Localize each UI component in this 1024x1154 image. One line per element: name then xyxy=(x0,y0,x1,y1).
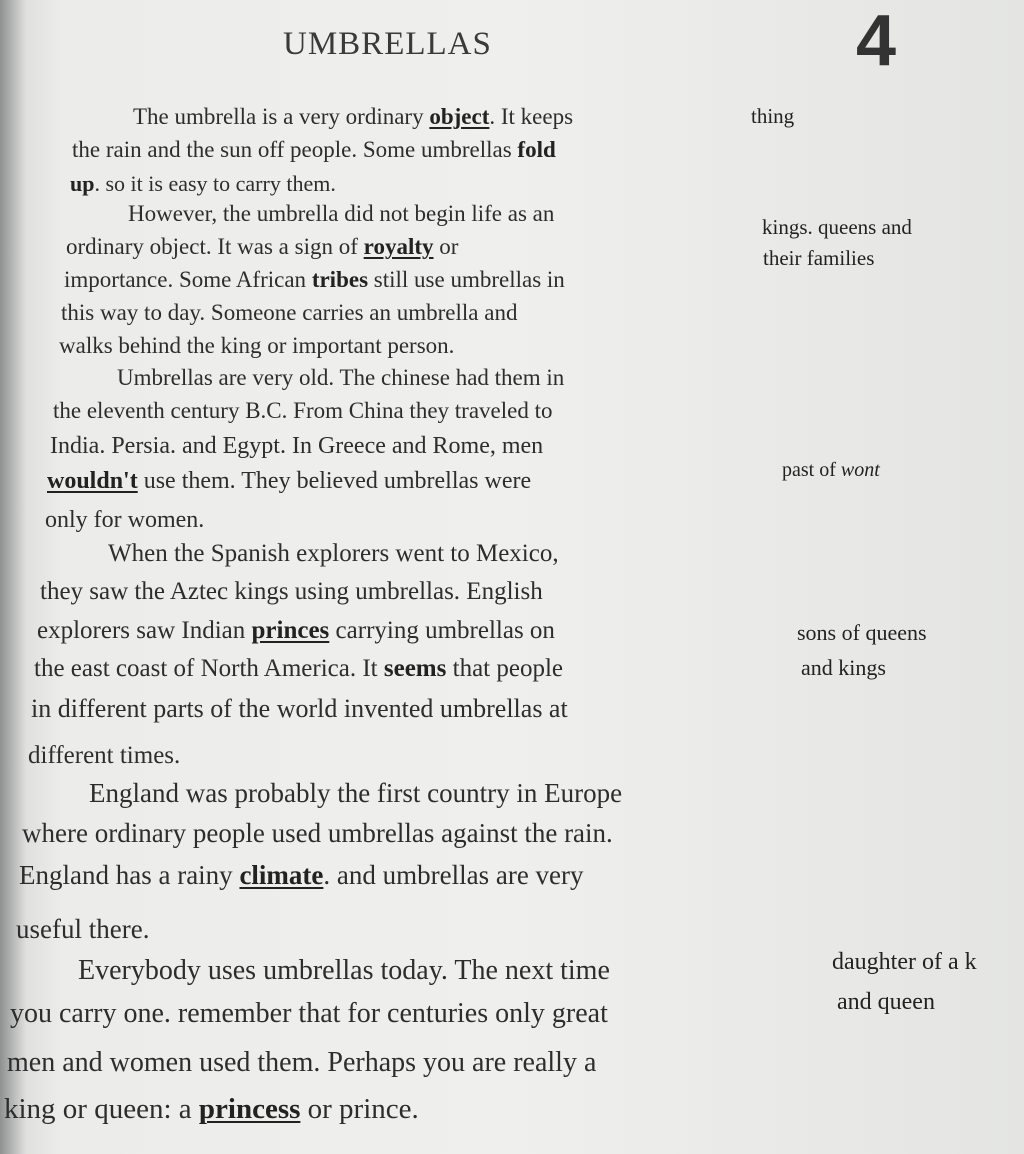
text-line: the eleventh century B.C. From China they traveled to xyxy=(53,398,553,423)
vocab-word-princess: princess xyxy=(198,1093,301,1125)
vocab-word-object: object xyxy=(429,104,490,129)
vocab-word-fold: fold xyxy=(517,137,556,162)
text-line: in different parts of the world invented umbrellas at xyxy=(31,694,568,723)
text-line: useful there. xyxy=(16,914,150,944)
text-line: the rain and the sun off people. Some umbrellas fold xyxy=(72,137,556,162)
vocab-word-tribes: tribes xyxy=(311,267,369,292)
text-line: wouldn't use them. They believed umbrellas were xyxy=(47,468,532,494)
page-binding-edge xyxy=(0,0,26,1154)
text-line: However, the umbrella did not begin life as an xyxy=(128,201,555,226)
text-line: you carry one. remember that for centuries only great xyxy=(10,998,608,1029)
text-line: king or queen: a princess or prince. xyxy=(4,1093,419,1125)
text-line: India. Persia. and Egypt. In Greece and Rome, men xyxy=(50,433,544,459)
chapter-number: 4 xyxy=(856,1,897,81)
gloss-princes-line1: sons of queens xyxy=(797,620,927,645)
vocab-word-princes: princes xyxy=(251,617,330,644)
gloss-princess-line2: and queen xyxy=(837,989,935,1015)
text-line: they saw the Aztec kings using umbrellas. English xyxy=(40,578,543,605)
text-line: Everybody uses umbrellas today. The next time xyxy=(78,955,610,986)
text-line: ordinary object. It was a sign of royalty or xyxy=(66,234,459,259)
text-line: When the Spanish explorers went to Mexico, xyxy=(108,540,559,567)
gloss-princess-line1: daughter of a k xyxy=(832,949,977,975)
text-line: different times. xyxy=(28,742,181,769)
text-line: this way to day. Someone carries an umbrella and xyxy=(61,300,518,325)
gloss-royalty-line1: kings. queens and xyxy=(762,215,912,239)
text-line: importance. Some African tribes still use umbrellas in xyxy=(64,267,565,292)
text-line: only for women. xyxy=(45,507,205,533)
gloss-wouldnt: past of wont xyxy=(782,459,880,481)
page-title: UMBRELLAS xyxy=(283,26,492,62)
text-line: men and women used them. Perhaps you are really a xyxy=(7,1047,597,1078)
text-line: England has a rainy climate. and umbrellas are very xyxy=(19,860,584,890)
text-line: up. so it is easy to carry them. xyxy=(70,171,336,196)
text-line: walks behind the king or important person. xyxy=(59,333,455,358)
vocab-word-wouldnt: wouldn't xyxy=(47,468,138,494)
vocab-word-royalty: royalty xyxy=(363,234,434,259)
text-line: where ordinary people used umbrellas against the rain. xyxy=(22,818,613,848)
text-line: The umbrella is a very ordinary object. It keeps xyxy=(133,104,574,129)
text-line: England was probably the first country in Europe xyxy=(89,778,623,808)
gloss-princes-line2: and kings xyxy=(801,655,886,680)
vocab-word-climate: climate xyxy=(239,860,324,890)
gloss-royalty-line2: their families xyxy=(763,246,875,270)
gloss-object: thing xyxy=(751,104,795,128)
text-line: Umbrellas are very old. The chinese had them in xyxy=(117,365,565,390)
text-line: the east coast of North America. It seems that people xyxy=(34,655,564,682)
vocab-word-up: up xyxy=(70,171,95,196)
vocab-word-seems: seems xyxy=(383,655,447,682)
text-line: explorers saw Indian princes carrying umbrellas on xyxy=(37,617,555,644)
